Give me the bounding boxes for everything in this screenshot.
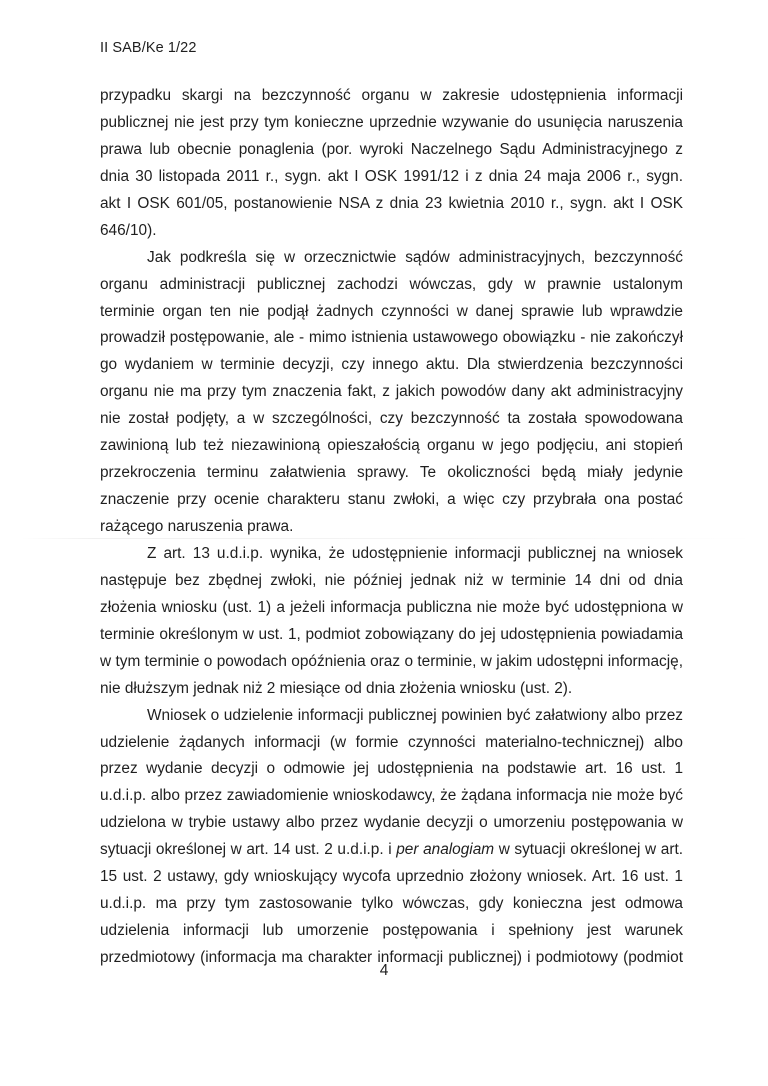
text-line: terminie określonym w ust. 1, podmiot zobowiązany do jej udostępnienia powiadamia: [100, 625, 683, 643]
text-line: udzielona w trybie ustawy albo przez wydanie decyzji o umorzeniu postępowania w: [100, 814, 683, 832]
paragraph-3: [100, 541, 683, 703]
document-body: [100, 83, 683, 972]
text-line: przypadku skargi na bezczynność organu w zakresie udostępnienia informacji: [100, 87, 683, 104]
case-number-header: II SAB/Ke 1/22: [100, 40, 197, 56]
text-line: organu administracji publicznej zachodzi wówczas, gdy w prawnie ustalonym: [100, 275, 683, 293]
text-line: znaczenie przy ocenie charakteru stanu zwłoki, a więc czy przybrała ona postać: [100, 491, 683, 509]
text-line: terminie organ ten nie podjął żadnych czynności w danej sprawie lub wprawdzie: [100, 302, 683, 320]
text-line: rażącego naruszenia prawa.: [100, 518, 294, 535]
text-line: 15 ust. 2 ustawy, gdy wnioskujący wycofa uprzednio złożony wniosek. Art. 16 ust. 1: [100, 868, 683, 886]
text-line-with-italic: [100, 837, 683, 864]
text-line: akt I OSK 601/05, postanowienie NSA z dnia 23 kwietnia 2010 r., sygn. akt I OSK: [100, 194, 683, 212]
text-line: go wydaniem w terminie decyzji, czy innego aktu. Dla stwierdzenia bezczynności: [100, 356, 683, 374]
text-line: w tym terminie o powodach opóźnienia oraz o terminie, w jakim udostępni informację,: [100, 652, 683, 670]
text-line: u.d.i.p. albo przez zawiadomienie wnioskodawcy, że żądana informacja nie może być: [100, 787, 683, 805]
text-line: przez wydanie decyzji o odmowie jej udostępnienia na podstawie art. 16 ust. 1: [100, 760, 683, 778]
text-line: nie został podjęty, a w szczególności, czy bezczynność ta została spowodowana: [100, 410, 683, 428]
text-segment: sytuacji określonej w art. 14 ust. 2 u.d.i.p. i: [100, 841, 397, 859]
text-line: organu nie ma przy tym znaczenia fakt, z jakich powodów dany akt administracyjny: [100, 383, 683, 401]
text-line: u.d.i.p. ma przy tym zastosowanie tylko wówczas, gdy konieczna jest odmowa: [100, 895, 683, 913]
text-line: następuje bez zbędnej zwłoki, nie później jednak niż w terminie 14 dni od dnia: [100, 571, 683, 589]
paragraph-2: [100, 245, 683, 541]
text-line: prawa lub obecnie ponaglenia (por. wyroki Naczelnego Sądu Administracyjnego z: [100, 140, 683, 158]
text-line: nie dłuższym jednak niż 2 miesiące od dnia złożenia wniosku (ust. 2).: [100, 679, 573, 697]
text-line: publicznej nie jest przy tym konieczne uprzednie wzywanie do usunięcia naruszenia: [100, 113, 683, 131]
text-line: Jak podkreśla się w orzecznictwie sądów administracyjnych, bezczynność: [147, 248, 683, 266]
paragraph-1: [100, 83, 683, 245]
italic-latin-phrase: per analogiam: [396, 841, 495, 859]
text-line: prowadził postępowanie, ale - mimo istnienia ustawowego obowiązku - nie zakończył: [100, 329, 683, 347]
text-line: Wniosek o udzielenie informacji publicznej powinien być załatwiony albo przez: [147, 706, 683, 724]
text-line: złożenia wniosku (ust. 1) a jeżeli informacja publiczna nie może być udostępniona w: [100, 598, 683, 616]
text-line: przekroczenia terminu załatwienia sprawy. Te okoliczności będą miały jedynie: [100, 464, 683, 482]
paragraph-4: [100, 703, 683, 972]
text-line: przedmiotowy (informacja ma charakter informacji publicznej) i podmiotowy (podmiot: [100, 949, 683, 966]
page-number: 4: [379, 962, 389, 979]
text-line: 646/10).: [100, 221, 157, 239]
text-line: zawinioną lub też niezawinioną opieszałością organu w jego podjęciu, ani stopień: [100, 437, 683, 455]
text-line: udzielenia informacji lub umorzenie postępowania i spełniony jest warunek: [100, 922, 683, 940]
text-segment: w sytuacji określonej w art.: [494, 841, 683, 859]
text-line: dnia 30 listopada 2011 r., sygn. akt I OSK 1991/12 i z dnia 24 maja 2006 r., sygn.: [100, 167, 683, 185]
text-line: udzielenie żądanych informacji (w formie czynności materialno-technicznej) albo: [100, 733, 683, 751]
text-line: Z art. 13 u.d.i.p. wynika, że udostępnienie informacji publicznej na wniosek: [147, 544, 683, 562]
